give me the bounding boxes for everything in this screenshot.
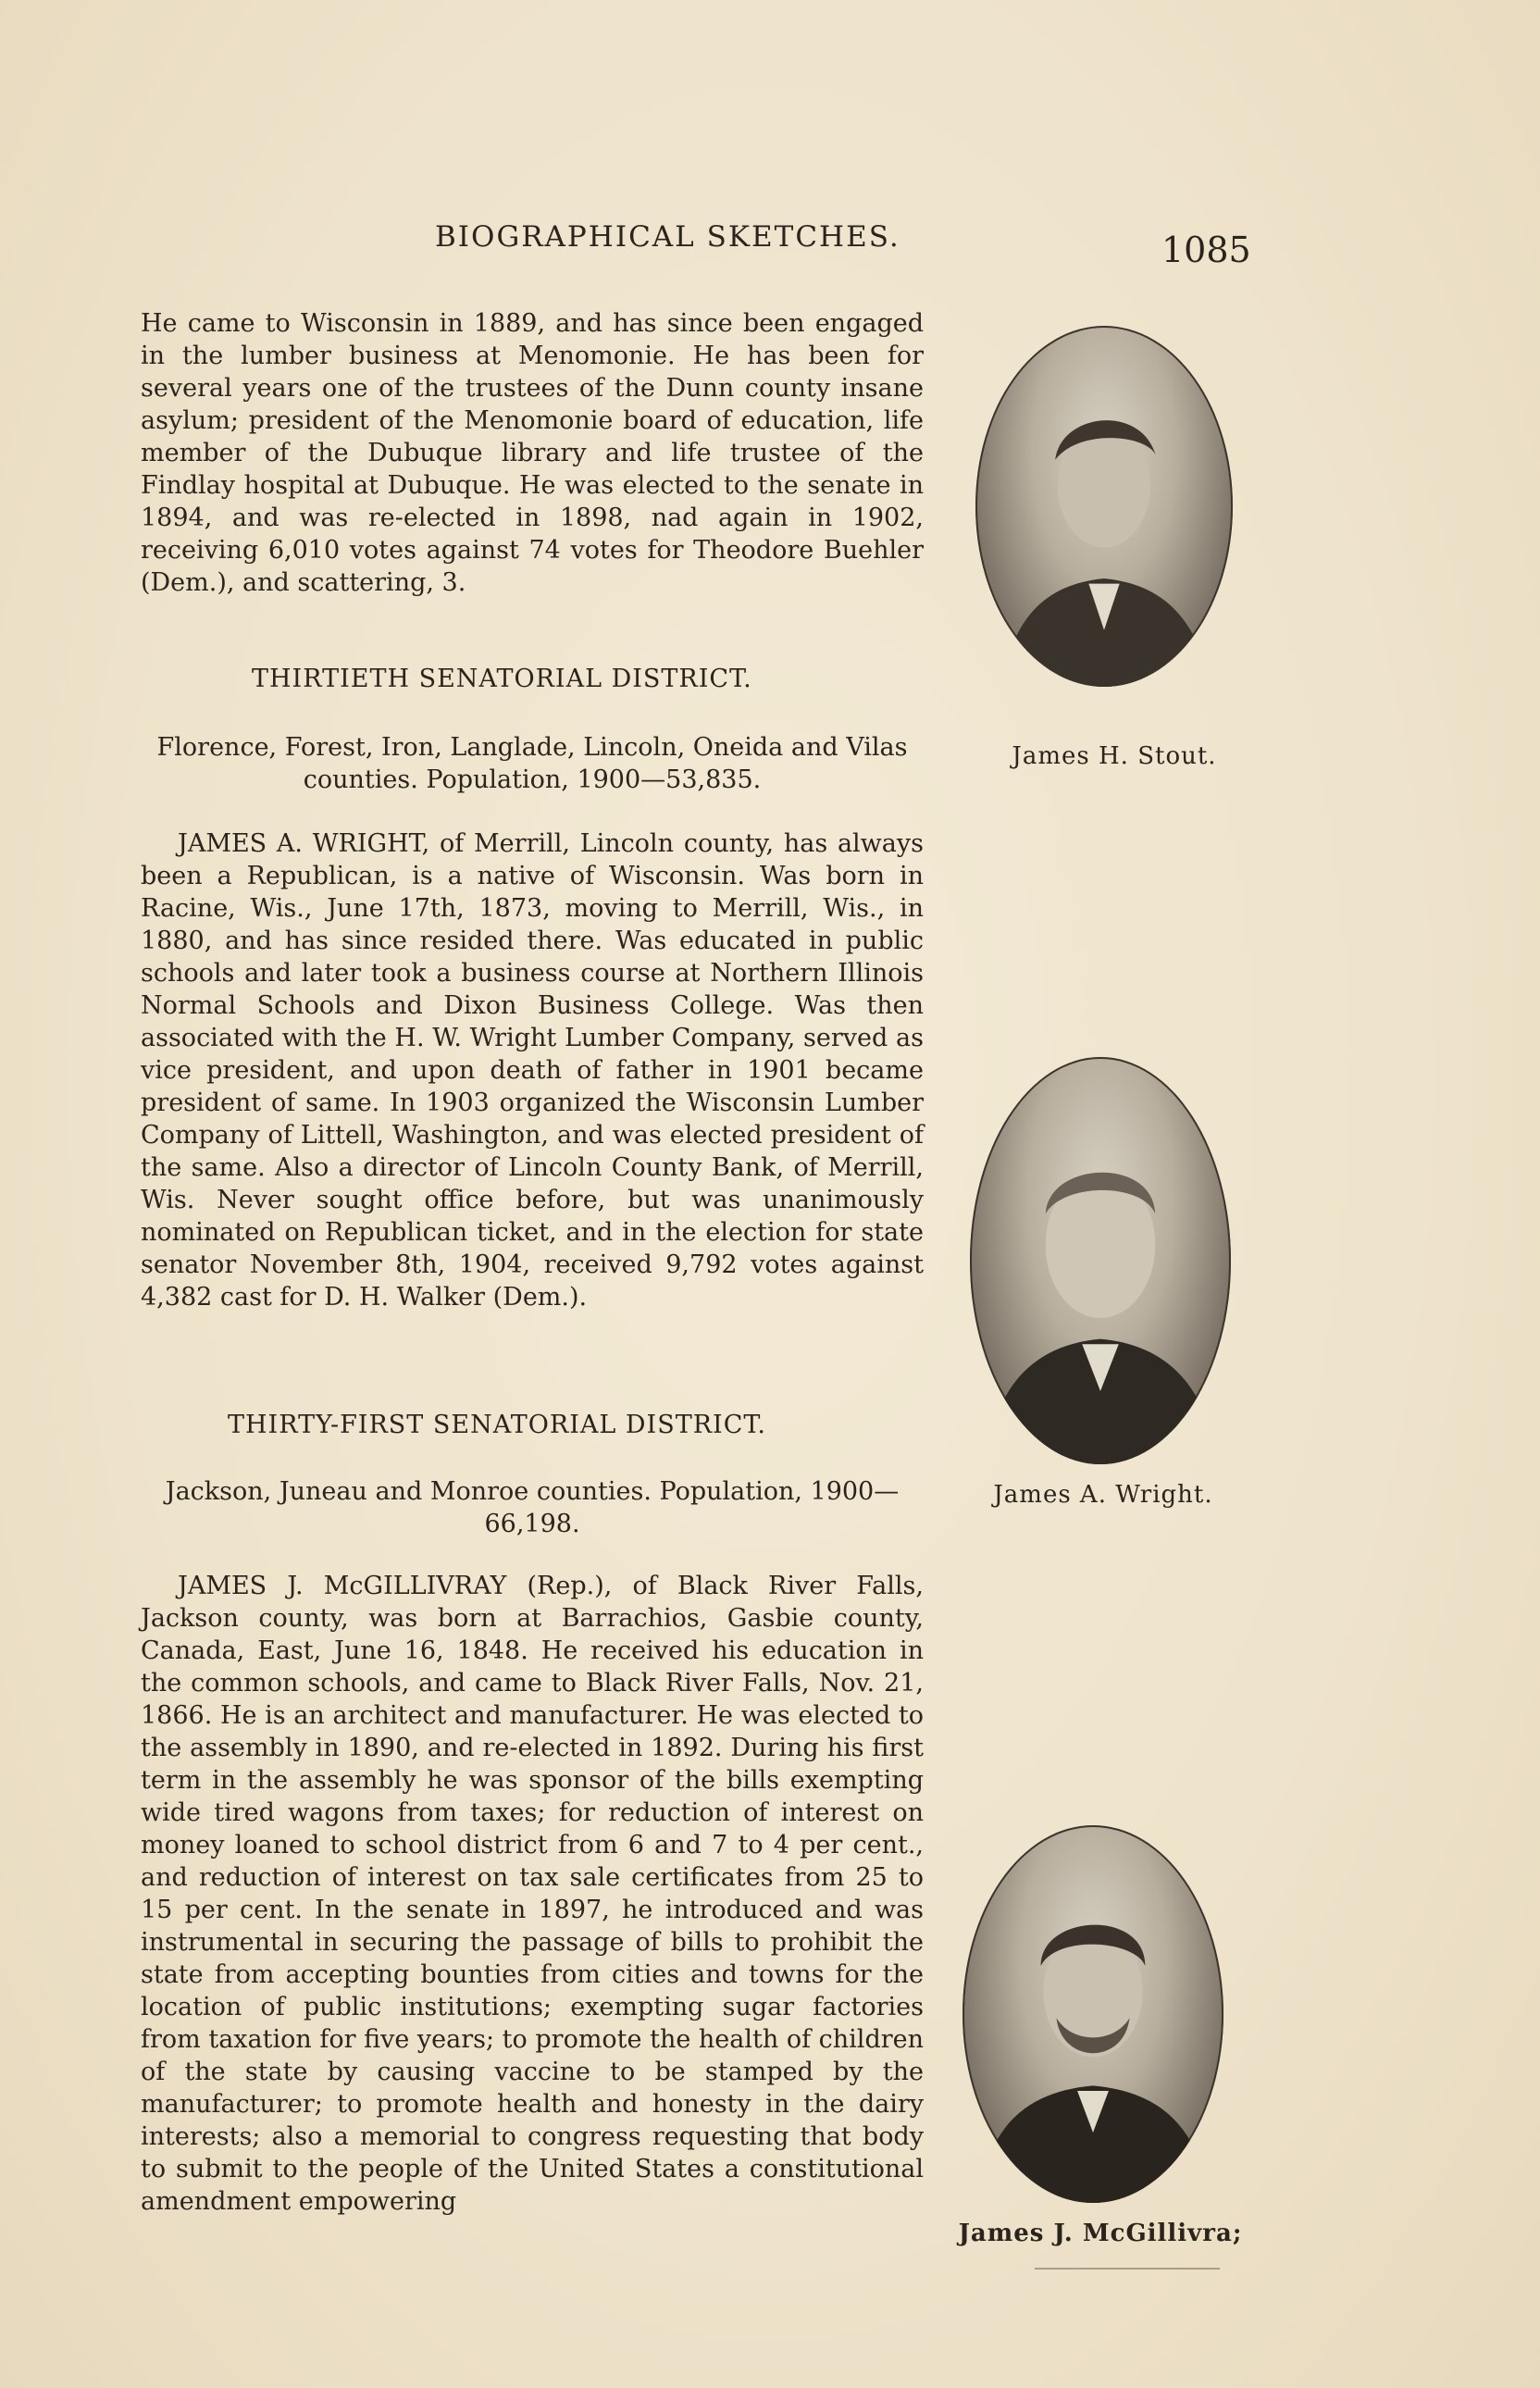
district-30-heading: THIRTIETH SENATORIAL DISTRICT.	[252, 665, 752, 693]
print-smudge	[1035, 2268, 1220, 2270]
portrait-mcgillivray-caption: James J. McGillivra;	[958, 2220, 1243, 2247]
district-31-counties: Jackson, Juneau and Monroe counties. Population, 1900—66,198.	[165, 1477, 900, 1538]
portrait-wright	[970, 1057, 1231, 1464]
mcgillivray-bio-paragraph: JAMES J. McGILLIVRAY (Rep.), of Black River Falls, Jackson county, was born at Barrachios, Gasbie county, Canada, East, June 16, 1848. He received his education in the common schools, and came to Black River Falls, Nov. 21, 1866. He is an architect and manufacturer. He was elected to the assembly in 1890, and re-elected in 1892. During his first term in the assembly he was sponsor of the bills exempting wide tired wagons from taxes; for reduction of interest on money loaned to school district from 6 and 7 to 4 per cent., and reduction of interest on tax sale certificates from 25 to 15 per cent. In the senate in 1897, he introduced and was instrumental in securing the passage of bills to prohibit the state from accepting bounties from cities and towns for the location of public institutions; exempting sugar factories from taxation for five years; to promote the health of children of the state by causing vaccine to be stamped by the manufacturer; to promote health and honesty in the dairy interests; also a memorial to congress requesting that body to submit to the people of the United States a constitutional amendment empowering	[141, 1572, 924, 2216]
portrait-wright-caption: James A. Wright.	[993, 1481, 1213, 1509]
portrait-wright-figure	[970, 1057, 1231, 1464]
mcgillivray-bio-text	[141, 1570, 924, 2218]
page-number: 1085	[1161, 230, 1251, 270]
stout-bio-paragraph: He came to Wisconsin in 1889, and has since been engaged in the lumber business at Menomonie. He has been for several years one of the trustees of the Dunn county insane asylum; president of the Menomonie board of education, life member of the Dubuque library and life trustee of the Findlay hospital at Dubuque. He was elected to the senate in 1894, and was re-elected in 1898, nad again in 1902, receiving 6,010 votes against 74 votes for Theodore Buehler (Dem.), and scattering, 3.	[141, 309, 924, 597]
portrait-mcgillivray	[962, 1825, 1223, 2203]
wright-bio-paragraph: JAMES A. WRIGHT, of Merrill, Lincoln county, has always been a Republican, is a native of Wisconsin. Was born in Racine, Wis., June 17th, 1873, moving to Merrill, Wis., in 1880, and has since resided there. Was educated in public schools and later took a business course at Northern Illinois Normal Schools and Dixon Business College. Was then associated with the H. W. Wright Lumber Company, served as vice president, and upon death of father in 1901 became president of same. In 1903 organized the Wisconsin Lumber Company of Littell, Washington, and was elected president of the same. Also a director of Lincoln County Bank, of Merrill, Wis. Never sought office before, but was unanimously nominated on Republican ticket, and in the election for state senator November 8th, 1904, received 9,792 votes against 4,382 cast for D. H. Walker (Dem.).	[141, 829, 924, 1312]
portrait-stout	[975, 326, 1233, 687]
wright-bio-text	[141, 827, 924, 1313]
running-title: BIOGRAPHICAL SKETCHES.	[435, 220, 900, 254]
portrait-mcgillivray-figure	[962, 1825, 1223, 2203]
district-30-counties: Florence, Forest, Iron, Langlade, Lincoln, Oneida and Vilas counties. Population, 1900—53,835.	[156, 733, 908, 794]
stout-bio-text	[141, 307, 924, 599]
district-31-heading: THIRTY-FIRST SENATORIAL DISTRICT.	[228, 1411, 766, 1439]
portrait-stout-figure	[975, 326, 1233, 687]
portrait-stout-caption: James H. Stout.	[1012, 742, 1217, 770]
